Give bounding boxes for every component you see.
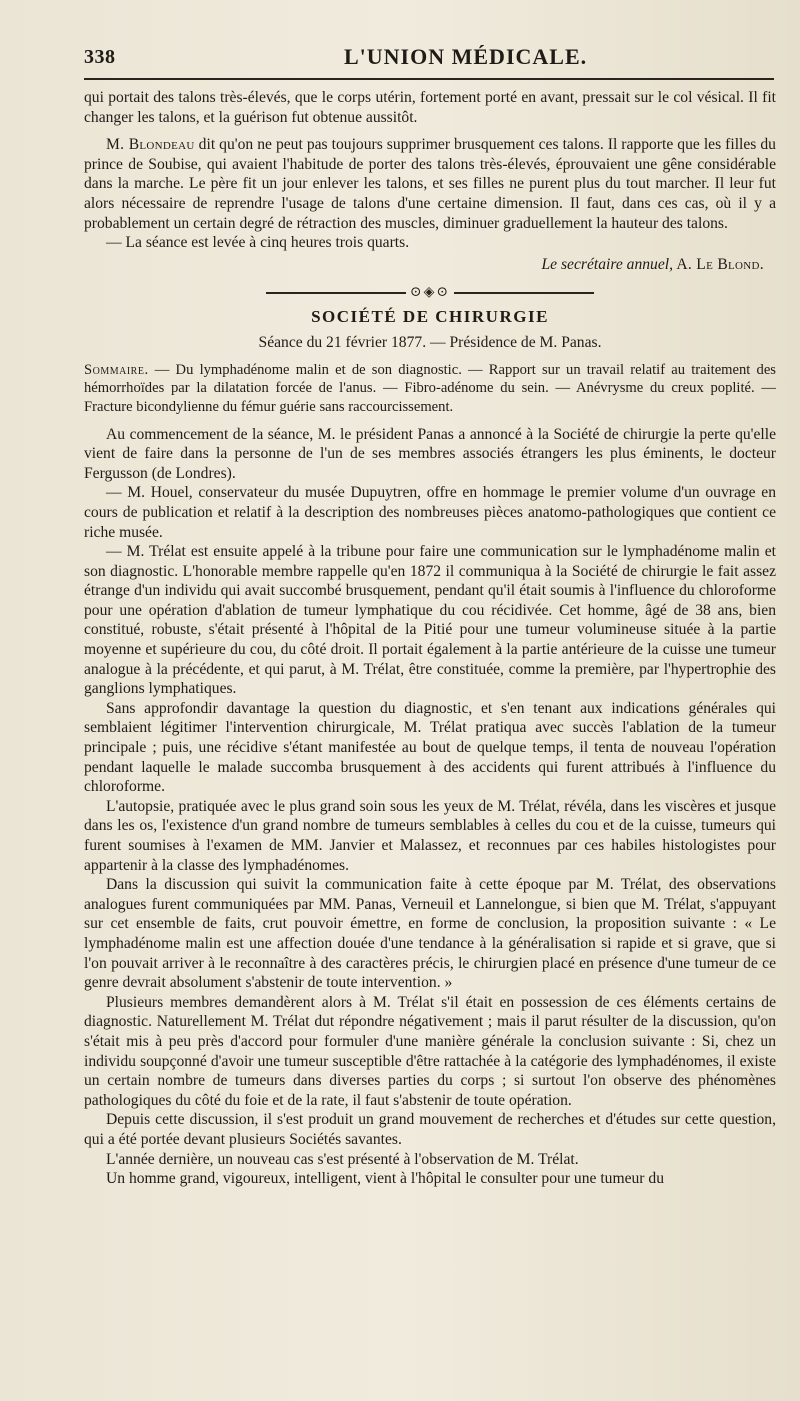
summary	[84, 361, 776, 417]
paragraph-adjournment: — La séance est levée à cinq heures trois quarts.	[106, 234, 410, 252]
running-title: L'UNION MÉDICALE.	[344, 44, 588, 69]
paragraph-blondeau-text: dit qu'on ne peut pas toujours supprimer brusquement ces talons. Il rapporte que les filles du prince de Soubise, qui avaient l'habitude de porter des talons très-élevés, éprouvaient une gêne considérable dans la marche. Le père fit un jour enlever les talons, et ses filles ne purent plus du tout marcher. Il leur fut alors nécessaire de reprendre l'usage de talons d'une certaine dimension. Il faut, dans ces cas, où il y a probablement un certain degré de rétraction des muscles, diminuer graduellement la hauteur des talons.	[84, 136, 776, 232]
page-number: 338	[84, 46, 116, 68]
paragraph-diagnostic: Sans approfondir davantage la question du diagnostic, et s'en tenant aux indications générales qui semblaient légitimer l'intervention chirurgicale, M. Trélat pratiqua avec succès l'ablation de la tumeur principale ; puis, une récidive s'étant manifestée au bout de quelque temps, il tenta de nouveau l'opération pendant laquelle le malade succomba brusquement à des accidents qui furent attribués à l'influence du chloroforme.	[84, 699, 776, 796]
article-body	[84, 425, 776, 1189]
summary-label: Sommaire.	[84, 361, 149, 378]
session-line: Séance du 21 février 1877. — Présidence de M. Panas.	[258, 333, 602, 351]
section-title: SOCIÉTÉ DE CHIRURGIE	[311, 306, 549, 326]
paragraph-continued: qui portait des talons très-élevés, que le corps utérin, fortement porté en avant, pressait sur le col vésical. Il fit changer les talons, et la guérison fut obtenue aussitôt.	[84, 89, 776, 126]
signature	[84, 255, 776, 275]
header-rule	[84, 78, 774, 80]
paragraph-houel: — M. Houel, conservateur du musée Dupuytren, offre en hommage le premier volume d'un ouvrage en cours de publication et relatif à la description des nombreuses pièces anatomo-pathologiques que contient ce riche musée.	[84, 484, 776, 541]
paragraph-membres: Plusieurs membres demandèrent alors à M. Trélat s'il était en possession de ces éléments certains de diagnostic. Naturellement M. Trélat dut répondre négativement ; mais il parut résulter de la discussion, qu'on s'était mis à peu près d'accord pour formuler d'une manière générale la conclusion suivante : Si, chez un individu soupçonné d'avoir une tumeur susceptible d'être rattachée à la catégorie des lymphadénomes, il existe un certain nombre de tumeurs dans diverses parties du corps ; si surtout l'on observe des phénomènes pathologiques du côté du foie et de la rate, il faut s'abstenir de toute opération.	[84, 993, 776, 1109]
paragraph-discussion: Dans la discussion qui suivit la communication faite à cette époque par M. Trélat, des observations analogues furent communiquées par MM. Panas, Verneuil et Lannelongue, si bien que M. Trélat, s'appuyant sur cet ensemble de faits, crut pouvoir émettre, en forme de conclusion, la proposition suivante : « Le lymphadénome malin est une affection douée d'une tendance à la généralisation si rapide et si grave, que si l'on pouvait arriver à le reconnaître à des caractères précis, le chirurgien placé en présence d'une tumeur de ce genre devrait absolument s'abstenir de toute intervention. »	[84, 876, 776, 992]
ornament-center: ⊙◈⊙	[409, 285, 451, 301]
ornament-right-line	[454, 292, 594, 294]
speaker-name: M. Blondeau	[106, 136, 195, 154]
ornament-left-line	[266, 292, 406, 294]
paragraph-recherches: Depuis cette discussion, il s'est produit un grand mouvement de recherches et d'études sur cette question, qui a été portée devant plusieurs Sociétés savantes.	[84, 1111, 776, 1148]
signature-name: A. Le Blond.	[673, 255, 764, 273]
paragraph-annee-derniere: L'année dernière, un nouveau cas s'est présenté à l'observation de M. Trélat.	[106, 1150, 579, 1168]
signature-role: Le secrétaire annuel,	[541, 255, 673, 273]
paragraph-trelat-communication: — M. Trélat est ensuite appelé à la tribune pour faire une communication sur le lymphadénome malin et son diagnostic. L'honorable membre rappelle qu'en 1872 il communiqua à la Société de chirurgie le fait assez étrange d'un individu qui avait succombé brusquement, pendant qu'il était soumis à l'influence du chloroforme pour une opération d'ablation de tumeur lymphatique du cou récidivée. Cet homme, âgé de 38 ans, bien constitué, robuste, s'était présenté à l'hôpital de la Pitié pour une tumeur volumineuse située à la partie moyenne et supérieure du cou, du côté droit. Il portait également à la partie antérieure de la cuisse une tumeur analogue à la précédente, et qui parut, à M. Trélat, être constituée, comme la première, par l'hypertrophie des ganglions lymphatiques.	[84, 543, 776, 698]
paragraph-autopsie: L'autopsie, pratiquée avec le plus grand soin sous les yeux de M. Trélat, révéla, dans les viscères et jusque dans les os, l'existence d'un grand nombre de tumeurs semblables à celles du cou et de la cuisse, tumeurs qui furent soumises à l'examen de MM. Janvier et Malassez, et reconnues par ces habiles histologistes pour appartenir à la classe des lymphadénomes.	[84, 797, 776, 874]
page-header	[84, 40, 776, 74]
summary-text: — Du lymphadénome malin et de son diagnostic. — Rapport sur un travail relatif au traitement des hémorrhoïdes par la dilatation forcée de l'anus. — Fibro-adénome du sein. — Anévrysme du creux poplité. — Fracture bicondylienne du fémur guérie sans raccourcissement.	[84, 361, 776, 415]
paragraph-fergusson: Au commencement de la séance, M. le président Panas a annoncé à la Société de chirurgie la perte qu'elle vient de faire dans la personne de l'un de ses membres associés étrangers les plus éminents, le docteur Fergusson (de Londres).	[84, 425, 776, 482]
paragraph-homme: Un homme grand, vigoureux, intelligent, vient à l'hôpital le consulter pour une tumeur du	[106, 1170, 664, 1188]
paragraph-blondeau	[84, 135, 776, 233]
ornament-divider	[84, 285, 776, 301]
